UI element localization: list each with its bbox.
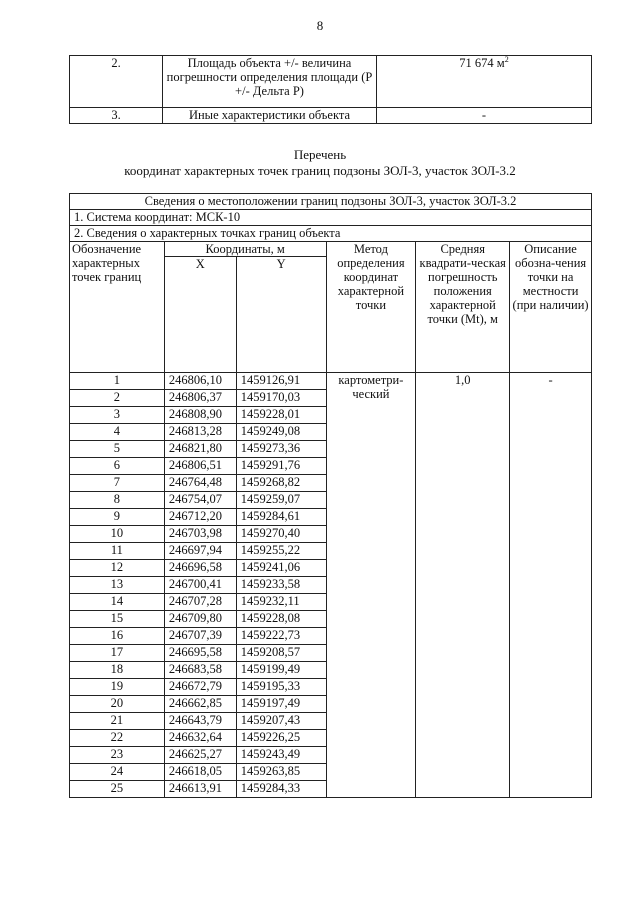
point-number: 11: [70, 543, 165, 560]
point-number: 2: [70, 390, 165, 407]
point-number: 10: [70, 526, 165, 543]
row-value: -: [377, 108, 592, 124]
coord-x: 246808,90: [164, 407, 236, 424]
coord-y: 1459268,82: [236, 475, 326, 492]
point-number: 16: [70, 628, 165, 645]
coordinate-system: 1. Система координат: МСК-10: [70, 210, 592, 226]
point-number: 21: [70, 713, 165, 730]
coord-y: 1459233,58: [236, 577, 326, 594]
point-number: 22: [70, 730, 165, 747]
coord-y: 1459226,25: [236, 730, 326, 747]
accuracy-value: 1,0: [416, 373, 510, 798]
coord-y: 1459291,76: [236, 458, 326, 475]
col-header-coords: Координаты, м: [164, 242, 326, 257]
coord-y: 1459170,03: [236, 390, 326, 407]
table-row: [70, 373, 592, 390]
coord-x: 246707,28: [164, 594, 236, 611]
coord-y: 1459199,49: [236, 662, 326, 679]
table-row: [70, 194, 592, 210]
point-number: 20: [70, 696, 165, 713]
col-header-method: Метод определения координат характерной точки: [326, 242, 416, 373]
coord-y: 1459249,08: [236, 424, 326, 441]
description-value: -: [510, 373, 592, 798]
coord-x: 246806,37: [164, 390, 236, 407]
point-number: 19: [70, 679, 165, 696]
coord-x: 246643,79: [164, 713, 236, 730]
coord-y: 1459243,49: [236, 747, 326, 764]
coord-x: 246625,27: [164, 747, 236, 764]
row-label: Иные характеристики объекта: [163, 108, 377, 124]
list-subheading: координат характерных точек границ подзоны ЗОЛ-3, участок ЗОЛ-3.2: [124, 163, 516, 178]
row-number: 2.: [70, 56, 163, 108]
point-number: 13: [70, 577, 165, 594]
table-row: [70, 210, 592, 226]
coord-x: 246754,07: [164, 492, 236, 509]
point-number: 3: [70, 407, 165, 424]
point-number: 1: [70, 373, 165, 390]
table-row: [70, 108, 592, 124]
area-value: 71 674 м: [459, 56, 505, 70]
row-number: 3.: [70, 108, 163, 124]
coord-x: 246696,58: [164, 560, 236, 577]
coord-y: 1459228,08: [236, 611, 326, 628]
coord-x: 246709,80: [164, 611, 236, 628]
coord-y: 1459255,22: [236, 543, 326, 560]
coord-x: 246707,39: [164, 628, 236, 645]
coord-y: 1459207,43: [236, 713, 326, 730]
coord-x: 246632,64: [164, 730, 236, 747]
coord-x: 246806,51: [164, 458, 236, 475]
point-number: 8: [70, 492, 165, 509]
coord-y: 1459222,73: [236, 628, 326, 645]
coord-x: 246703,98: [164, 526, 236, 543]
method-value: картометри-ческий: [326, 373, 416, 798]
point-number: 4: [70, 424, 165, 441]
row-value: [377, 56, 592, 108]
point-number: 17: [70, 645, 165, 662]
col-header-accuracy: [416, 242, 510, 373]
col-header-y: Y: [236, 257, 326, 373]
coord-x: 246712,20: [164, 509, 236, 526]
point-number: 12: [70, 560, 165, 577]
coord-y: 1459208,57: [236, 645, 326, 662]
coord-y: 1459195,33: [236, 679, 326, 696]
coord-y: 1459284,33: [236, 781, 326, 798]
col-header-point: Обозначение характерных точек границ: [70, 242, 165, 373]
list-heading: Перечень: [293, 147, 347, 162]
coord-x: 246695,58: [164, 645, 236, 662]
section-points-info: 2. Сведения о характерных точках границ объекта: [70, 226, 592, 242]
coord-x: 246764,48: [164, 475, 236, 492]
coord-y: 1459259,07: [236, 492, 326, 509]
coord-x: 246821,80: [164, 441, 236, 458]
point-number: 15: [70, 611, 165, 628]
coord-x: 246613,91: [164, 781, 236, 798]
coord-y: 1459241,06: [236, 560, 326, 577]
table-row: [70, 56, 592, 108]
coord-y: 1459270,40: [236, 526, 326, 543]
point-number: 14: [70, 594, 165, 611]
point-number: 24: [70, 764, 165, 781]
col-header-description: Описание обозна-чения точки на местности (при наличии): [510, 242, 592, 373]
point-number: 5: [70, 441, 165, 458]
coord-y: 1459273,36: [236, 441, 326, 458]
coord-x: 246700,41: [164, 577, 236, 594]
point-number: 6: [70, 458, 165, 475]
coord-x: 246662,85: [164, 696, 236, 713]
coord-y: 1459284,61: [236, 509, 326, 526]
point-number: 23: [70, 747, 165, 764]
col-header-x: X: [164, 257, 236, 373]
coord-x: 246813,28: [164, 424, 236, 441]
point-number: 9: [70, 509, 165, 526]
table-row: [70, 226, 592, 242]
point-number: 25: [70, 781, 165, 798]
coord-x: 246672,79: [164, 679, 236, 696]
accuracy-header-text: Средняя квадрати-ческая погрешность положения характерной точки (Mt), м: [419, 242, 506, 326]
coord-x: 246806,10: [164, 373, 236, 390]
coordinates-table: [69, 193, 592, 798]
table-title: Сведения о местоположении границ подзоны ЗОЛ-3, участок ЗОЛ-3.2: [70, 194, 592, 210]
coord-x: 246683,58: [164, 662, 236, 679]
object-characteristics-table: [69, 55, 592, 124]
coord-x: 246618,05: [164, 764, 236, 781]
page-number: 8: [316, 18, 324, 33]
table-header-row: [70, 242, 592, 257]
coord-y: 1459197,49: [236, 696, 326, 713]
coord-y: 1459263,85: [236, 764, 326, 781]
coord-y: 1459126,91: [236, 373, 326, 390]
coord-x: 246697,94: [164, 543, 236, 560]
point-number: 18: [70, 662, 165, 679]
row-label: Площадь объекта +/- величина погрешности определения площади (Р +/- Дельта Р): [163, 56, 377, 108]
coord-y: 1459232,11: [236, 594, 326, 611]
coord-y: 1459228,01: [236, 407, 326, 424]
area-unit-superscript: 2: [504, 54, 509, 64]
point-number: 7: [70, 475, 165, 492]
